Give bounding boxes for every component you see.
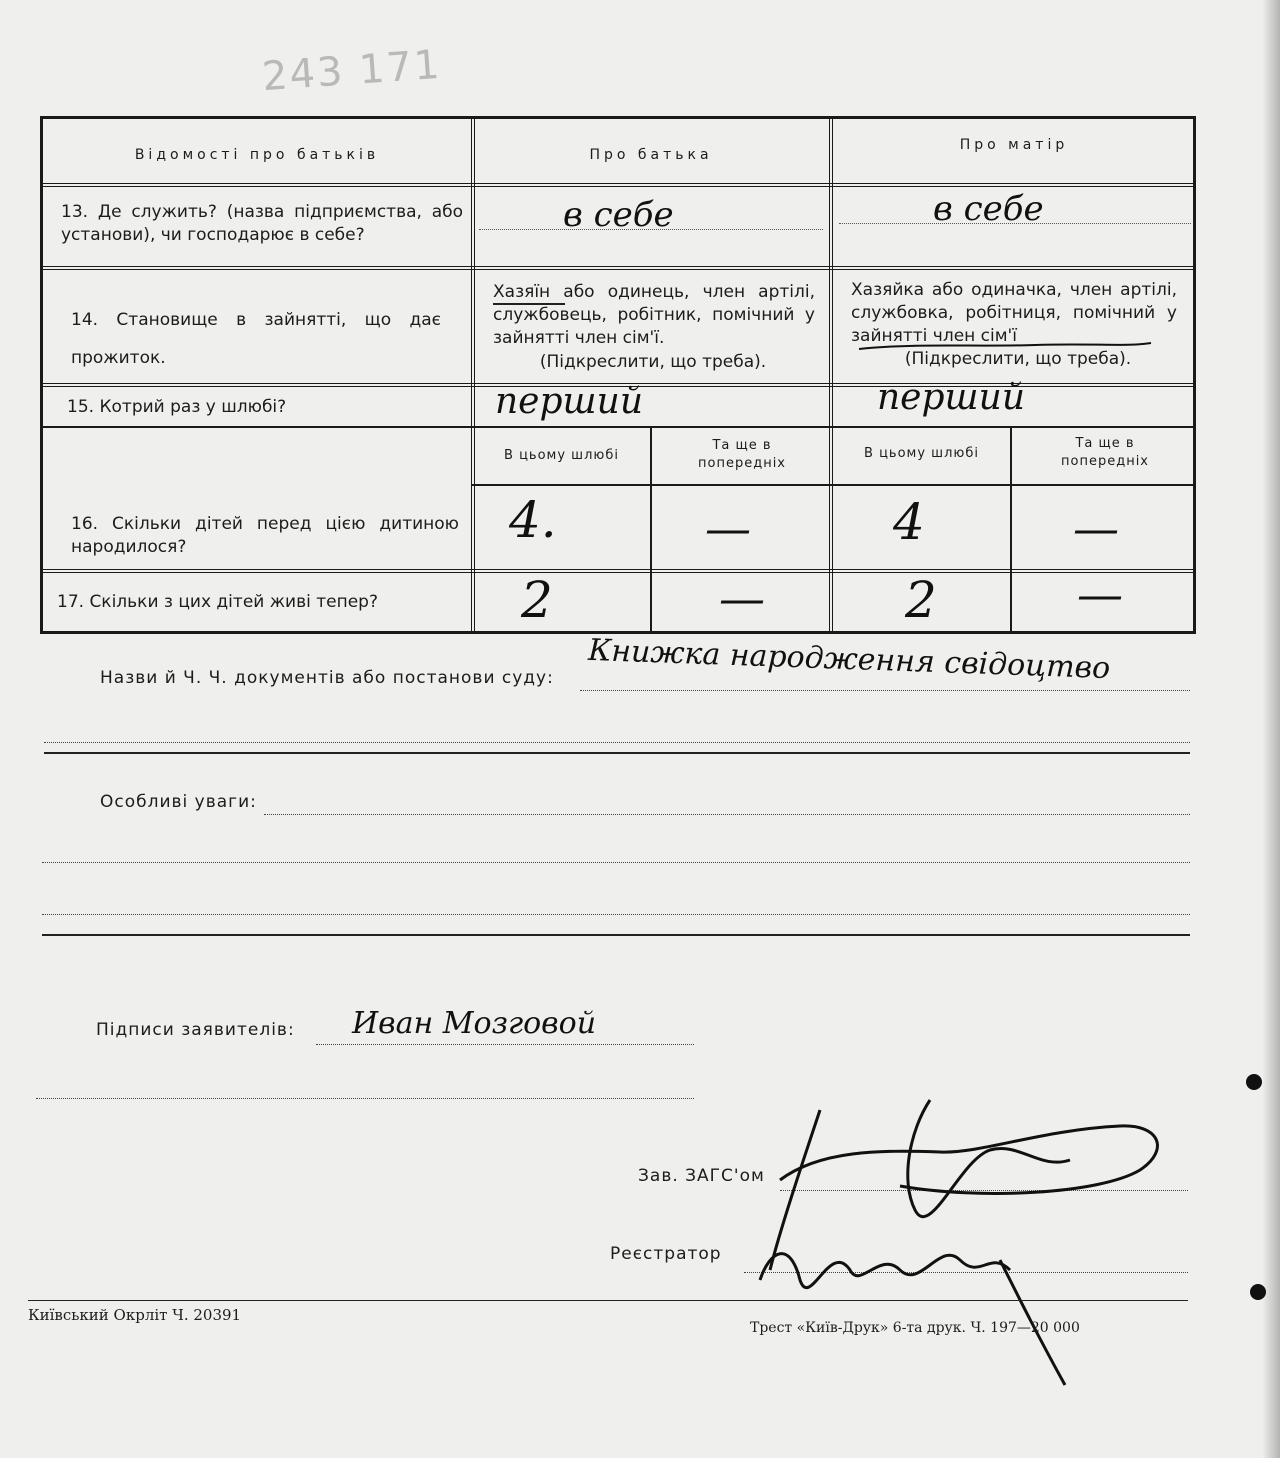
footer-right: Трест «Київ-Друк» 6-та друк. Ч. 197—20 000 [750, 1320, 1080, 1336]
q16-mother-this: 4 [893, 493, 925, 551]
q16-father-prev: — [705, 501, 751, 555]
q16-label: 16. Скільки дітей перед цією дитиною народилося? [71, 514, 459, 557]
q15-father-value: перший [495, 381, 644, 422]
q17-label: 17. Скільки з цих дітей живі тепер? [57, 592, 378, 612]
q15-mother-value: перший [877, 377, 1026, 418]
zags-head-label: Зав. ЗАГС'ом [638, 1166, 765, 1186]
special-notes-label: Особливі уваги: [100, 792, 257, 812]
pencil-mark: 243 171 [260, 41, 443, 101]
q13-father-value: в себе [563, 195, 674, 235]
q13-label: 13. Де служить? (назва підприємства, або установи), чи господарює в себе? [61, 202, 463, 245]
documents-label: Назви й Ч. Ч. документів або постанови суду: [100, 668, 554, 688]
scan-edge [1262, 0, 1280, 1458]
q15-label: 15. Котрий раз у шлюбі? [67, 397, 287, 417]
q14-mother-options: Хазяйка або одиначка, член артілі, службовка, робітниця, помічний у зайнятті член сім'ї [851, 280, 1177, 346]
punch-hole [1246, 1074, 1262, 1090]
q16-father-this: 4. [509, 491, 557, 549]
parents-info-table [40, 116, 1196, 634]
applicant-signature: Иван Мозговой [352, 1006, 597, 1041]
q17-father-prev: — [719, 571, 765, 625]
q17-mother-this: 2 [905, 571, 937, 629]
father-this-marriage-header: В цьому шлюбі [504, 448, 619, 463]
footer-left: Київський Окрліт Ч. 20391 [28, 1306, 242, 1324]
father-prev-marriages-header: Та ще в попередніх [698, 438, 786, 471]
mother-prev-marriages-header: Та ще в попередніх [1061, 436, 1149, 469]
header-father: Про батька [589, 147, 713, 163]
q14-mother-note: (Підкреслити, що треба). [904, 349, 1132, 369]
q14-label: 14. Становище в зайнятті, що дає прожиток. [71, 310, 441, 368]
applicant-signatures-label: Підписи заявителів: [96, 1020, 295, 1040]
q17-mother-prev: — [1077, 567, 1123, 621]
q16-mother-prev: — [1073, 501, 1119, 555]
q14-father-note: (Підкреслити, що треба). [539, 352, 767, 372]
q14-father-options: Хазяїн або одинець, член артілі, службовець, робітник, помічний у зайнятті член сім'ї. [493, 282, 815, 348]
registrar-signature [740, 1180, 1080, 1400]
header-mother: Про матір [959, 137, 1069, 153]
q14-mother-underline [855, 337, 1155, 357]
documents-value: Книжка народження свідоцтво [587, 632, 1111, 687]
q14-father-underline [493, 303, 565, 305]
header-parents-info: Відомості про батьків [134, 147, 380, 163]
registrar-label: Реєстратор [610, 1244, 722, 1264]
mother-this-marriage-header: В цьому шлюбі [864, 446, 979, 461]
q17-father-this: 2 [521, 571, 553, 629]
q13-mother-value: в себе [933, 189, 1044, 229]
